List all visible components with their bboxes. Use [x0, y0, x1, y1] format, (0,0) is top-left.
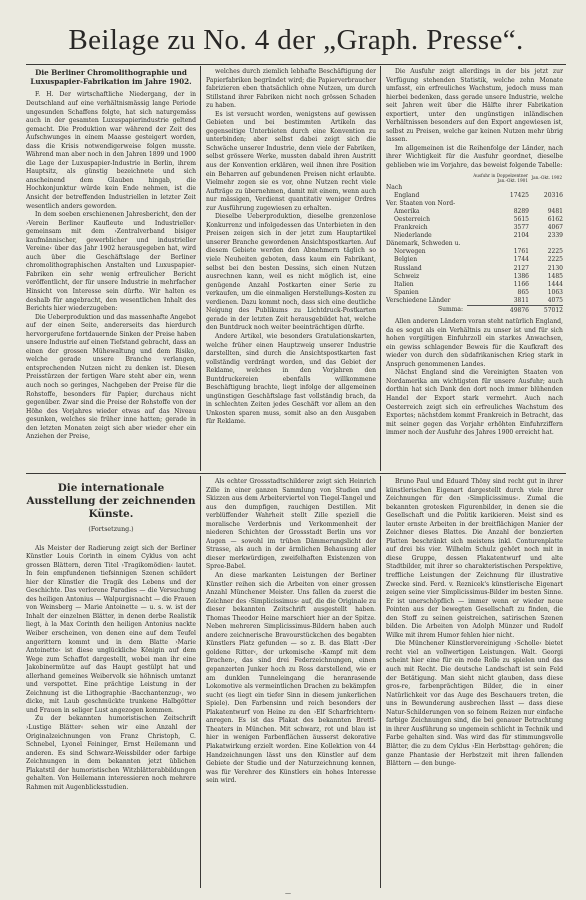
article1-heading: Die Berliner Chromolithographie und Luxuspapier-Fabrikation im Jahre 1902.: [30, 68, 192, 87]
table-cell-1902: 2225: [547, 248, 563, 256]
table-cell-country: Norwegen: [394, 248, 426, 256]
table-sum-label: Summa:: [438, 306, 463, 314]
table-cell-1902: 9481: [547, 207, 563, 215]
paragraph: An diese markanten Leistungen der Berliner Künstler reihen sich die Arbeiten von einer grossen Anzahl Münchener Meister. Uns fallen da zuerst die Zeichner des ›Simplicissimus‹ auf, die die Originale zu dieser bekannten Zeitschrift ausgestellt haben. Thomas Theodor Heine marschiert hier an der Spitze. Neben mehreren Simplicissimus-Bildern haben auch andere zeichnerische Bravourstückchen des begabten Künstlers Platz gefunden — so z. B. das Blatt ›Der goldene Ritter‹, der urkomische ›Kampf mit dem Drachen‹, das sind drei Federzeichnungen, einen gepanzerten Junker hoch zu Ross darstellend, wie er am dunklen Tunneleingang die heranrasende Lokomotive als vermeintlichen Drachen zu bekämpfen sucht (es liegt ein tiefer Sinn in diesem junkerlichen Spiele). Den Farbensinn und reich besonders der Plakatentwurf von Heine zu den ›Elf Scharfrichtern‹ anregen. Es ist das Plakat des bekannten Brettl-Theaters in München. Mit schwarz, rot und blau ist hier in wenigen Farbenflächen äusserst dekorative Plakatwirkung erzielt worden. Eine Kollektion von 44 Handzeichnungen lässt uns den Künstler auf dem Gebiete der Studie und der Naturzeichnung kennen, was für Verehrer des Künstlers ein hohes Interesse sein wird.: [206, 572, 376, 785]
table-row: [386, 192, 563, 200]
table-cell-1902: 1485: [547, 272, 563, 280]
table-cell-1901: [467, 200, 529, 208]
table-cell-1902: 1063: [547, 288, 563, 296]
table-cell-country: Spanien: [394, 288, 419, 296]
table-row: [386, 297, 563, 306]
table-cell-country: Belgien: [394, 256, 418, 264]
table-cell-1901: 8289: [513, 207, 529, 215]
table-row: [386, 216, 563, 224]
table-cell-country: Nach: [386, 183, 403, 191]
table-cell-country: Frankreich: [394, 224, 428, 232]
table-sum-1901: 49876: [467, 305, 529, 315]
table-cell-1901: 1386: [513, 272, 529, 280]
table-cell-country: Niederlande: [394, 232, 432, 240]
paragraph: Als echter Grossstadtschilderer zeigt sich Heinrich Zille in einer ganzen Sammlung von Studien und Skizzen aus dem Arbeiterviertel von Tiegel-Tangel und aus den dumpfigen, rauchigen Destillen. Mit verblüffender Wahrheit stellt Zille speziell die moralische Verderbnis und Verkommenheit der niederen Schichten der Grossstadt Berlin uns vor Augen — sowohl im trüben Dämmerungslicht der Strasse, als auch in der ärmlichen Behausung aller dieser merkwürdigen, zweifelhaften Existenzen von Spree-Babel.: [206, 478, 376, 571]
table-cell-country: Oesterreich: [394, 215, 430, 223]
article2-column1: [26, 482, 196, 887]
paragraph: Dieselbe Ueberproduktion, dieselbe grenzenlose Konkurrenz und infolgedessen das Unterbieten in den Preisen zeigen sich in der jetzt zum Hauptartikel unserer Branche gewordenen Ansichtspostkarten. Auf diesem Gebiete werden den Abnehmern täglich so viele Neuheiten geboten, dass kaum ein Fabrikant, selbst bei den besten Dessins, sich einen Nutzen ausrechnen kann, weil es nicht möglich ist, eine genügende Anzahl Postkarten einer Serie zu verkaufen, um die einmaligen Herstellungs-Kosten zu verdienen. Dazu kommt noch, dass sich eine deutliche Neigung des Publikums zu Lichtdruck-Postkarten gerade in der letzten Zeit herausgebildet hat, welche den Buntdruck noch weiter beeinträchtigen dürfte.: [206, 213, 376, 332]
paragraph: Im allgemeinen ist die Reihenfolge der Länder, nach ihrer Wichtigkeit für die Ausfuhr geordnet, dieselbe geblieben wie im Vorjahre, das beweist folgende Tabelle:: [386, 144, 563, 170]
table-cell-country: Verschiedene Länder: [386, 296, 451, 304]
table-row: [386, 200, 563, 208]
column-rule: [380, 66, 381, 471]
table-cell-1901: 3811: [513, 296, 529, 304]
table-cell-1901: [467, 240, 529, 248]
table-cell-country: England: [394, 191, 420, 199]
column-rule: [380, 476, 381, 888]
table-cell-1901: 2127: [513, 264, 529, 272]
table-row: [386, 184, 563, 192]
table-header-1902: Jan.-Okt. 1902: [531, 175, 562, 181]
masthead-rule: [26, 64, 566, 65]
table-cell-country: Amerika: [394, 207, 420, 215]
column-rule: [200, 66, 201, 471]
table-cell-1902: 2225: [547, 256, 563, 264]
table-cell-1901: 1166: [513, 280, 529, 288]
paragraph: Bruno Paul und Eduard Thöny sind recht gut in ihrer künstlerischen Eigenart dargestellt durch viele ihrer Zeichnungen für den ›Simplicissimus‹. Zumal die bekannten grotesken Figurenbilder, in denen sie die Gesellschaft und die Politik karikieren. Meist sind es lauter ernste Arbeiten in der breitflächigen Manier der Zeichner dieses Blattes. Die Anzahl der bonzierten Platten beschränkt sich meistens inkl. Conturenplatte auf drei bis vier. Wilhelm Schulz gehört noch mit in diese Gruppe, dessen Plakatentwurf und alte Stadtbilder, mit ihrer so charakteristischen Perspektive, treffliche Leistungen der Zeichnung für illustrative Zwecke sind. Ferd. v. Reznicek's künstlerische Eigenart zeigen seine vier Simplicissimus-Bilder im besten Sinne. Er ist unerschöpflich — immer wenn er wieder neue Pointen aus der bewegten Gesellschaft zu finden, die den Stoff zu seinen geistreichen, satirischen Szenen bilden. Die Arbeiten von Adolph Münzer und Rudolf Wilke mit ihrem Humor fehlen hier nicht.: [386, 478, 563, 639]
table-cell-country: Russland: [394, 264, 422, 272]
table-cell-1901: [467, 184, 529, 192]
paragraph: Zu der bekannten humoristischen Zeitschrift ›Lustige Blätter‹ sehen wir eine Anzahl der Originalzeichnungen von Franz Christoph, C. Schnebel, Lyonel Feininger, Ernst Heilemann und anderen. Es sind Schwarz-Weissbilder oder farbige Zeichnungen in dem bekannten jetzt üblichen Plakatstil der humoristischen Witzblätterabbildungen gehalten. Von Heilemann interessieren noch mehrere Rahmen mit Augenblicksstudien.: [26, 715, 196, 791]
article2-heading: Die internationale Ausstellung der zeichnenden Künste.: [26, 482, 196, 520]
table-row: [386, 273, 563, 281]
paragraph: Die Ausfuhr zeigt allerdings in der bis jetzt zur Verfügung stehenden Statistik, welche zehn Monate umfasst, ein erfreuliches Wachstum, jedoch muss man hierbei bedenken, dass gerade unsere Industrie, welche seit Jahren weit über die Hälfte ihrer Fabrikation exportiert, unter den ungünstigen inländischen Verhältnissen besonders auf den Export angewiesen ist, selbst zu Preisen, welche gar keinen Nutzen mehr übrig lassen.: [386, 68, 563, 144]
table-cell-1902: [529, 184, 563, 192]
paragraph: Die Münchener Künstlervereinigung ›Scholle‹ bietet recht viel an vollwertigen Leistungen. Walt. Georgi scheint hier eine für ein rode Rolle zu spielen und das auch mit Recht. Die deutsche Landschaft ist sein Feld der Betätigung. Man sieht nicht glauben, dass diese gros-re, farbenprächtigen Bilder, die in einer Natürlichkeit vor das Auge des Beschauers treten, die uns in Bewunderung ausbrechen lässt — dass diese Natur-Schilderungen von so feinem Reizen nur einfache farbige Zeichnungen sind, die bei genauer Betrachtung in ihrer Ausführung so ungemein schlicht in Technik und Farbe gehalten sind. Was wird das für stimmungsvolle Blätter, die zu dem Cyklus ›Ein Herbsttag‹ gehören; die ganze Phantasie der Herbstzeit mit ihren fallenden Blättern — den bunge-: [386, 640, 563, 768]
table-row: [386, 224, 563, 232]
table-sum-row: [386, 305, 563, 315]
table-sum-1902: 57012: [529, 305, 563, 315]
paragraph: In dem soeben erschienenen Jahresbericht, den der ›Verein Berliner Kaufleute und Industrieller‹ gemeinsam mit dem ›Zentralverband bisiger kaufmännischer, gewerblicher und industrieller Vereine‹ über das Jahr 1902 herausgegeben hat, wird auch über die Geschäftslage der Berliner chromolithographischen Anstalten und Luxuspapier-Fabriken ein sehr wenig erfreulicher Bericht veröffentlicht, der für unsere Industrie in mehrfacher Hinsicht von Interesse sein dürfte. Wir halten es deshalb für angebracht, den wesentlichen Inhalt des Berichts hier wiederzugeben:: [26, 211, 196, 313]
table-row: [386, 289, 563, 297]
table-cell-1901: 2104: [513, 232, 529, 240]
table-cell-1901: 5615: [513, 215, 529, 223]
article1-column1: [26, 68, 196, 468]
table-cell-1902: 2130: [547, 264, 563, 272]
table-cell-1902: 20316: [543, 191, 563, 199]
table-cell-1901: 1761: [513, 248, 529, 256]
table-row: [386, 232, 563, 240]
section-rule: [26, 473, 566, 474]
table-cell-1901: 17425: [509, 191, 529, 199]
table-cell-1902: [529, 200, 563, 208]
column-rule: [200, 476, 201, 888]
paragraph: Allen anderen Ländern voran steht natürlich England, da es sogut als ein Verhältnis zu unser ist und für sich hohen vorgiltigen Einfuhrzoll ein starkes Anwachsen, ein gewiss schlagender Beweis für die Kaufkraft des wieder von durch den südafrikanischen Krieg stark in Anspruch genommenen Landes.: [386, 318, 563, 368]
table-cell-country: Schweiz: [394, 272, 420, 280]
page-number: —: [285, 890, 291, 897]
table-header-1901: Ausfuhr in Doppelzentner Jan.-Okt. 1901: [473, 172, 528, 183]
table-cell-country: Italien: [394, 280, 414, 288]
article2-subheading: (Fortsetzung.): [88, 526, 134, 533]
masthead-title: Beilage zu No. 4 der „Graph. Presse“.: [68, 24, 524, 56]
table-row: [386, 265, 563, 273]
table-cell-1902: 6162: [547, 215, 563, 223]
table-cell-1901: 1744: [513, 256, 529, 264]
article2-column3: [386, 478, 563, 888]
table-cell-1902: 4067: [547, 224, 563, 232]
table-row: [386, 208, 563, 216]
article2-column2: [206, 478, 376, 888]
paragraph: Es ist versucht worden, wenigstens auf gewissen Gebieten und bei bestimmten Artikeln das gegenseitige Unterbieten durch eine Konvention zu unterbinden; aber selbst dabei zeigt sich die Schwäche unserer Industrie, denn viele der Fabriken, selbst grössere Werke, mussten dabald ihren Austritt aus der Konvention erklären, weil ihnen ihre Position ein Beharren auf gebundenen Preisen nicht erlaubte. Vielmehr zogen sie es vor, ohne Nutzen recht viele Aufträge zu übernehmen, damit mit einem, wenn auch nur mässigen, Verdienst quantitativ weniger Ordres zur Ausführung zugewiesen zu erhalten.: [206, 110, 376, 212]
paragraph: Andere Artikel, wie besonders Gratulationskarten, welche früher einen Hauptzweig unserer Industrie darstellten, sind durch die Ansichtspostkarten fast vollständig verdrängt worden, und das Gebiet der Reklame, welches in den Vorjahren den Buntdruckereien ebenfalls willkommene Beschäftigung brachte, liegt infolge der allgemeinen ungünstigen Geschäftslage fast vollständig brach, da in schlechten Zeiten jedes Geschäft vor allem an den Unkosten sparen muss, somit also an den Ausgaben für Reklame.: [206, 332, 376, 426]
paragraph: welches durch ziemlich lebhafte Beschäftigung der Papierfabriken begründet wird; die Papierverbraucher fabrizieren eben thatsächlich ohne Nutzen, um durch Stillstand ihrer Fabriken nicht noch grössen Schaden zu haben.: [206, 68, 376, 110]
table-cell-1902: 1444: [547, 280, 563, 288]
table-row: [386, 240, 563, 248]
table-cell-1902: 4075: [547, 296, 563, 304]
table-cell-1901: 3577: [513, 224, 529, 232]
article1-column3: [386, 68, 563, 468]
table-cell-1902: [529, 240, 563, 248]
table-row: [386, 248, 563, 256]
export-table: [386, 172, 563, 316]
table-cell-1902: 2339: [547, 232, 563, 240]
table-cell-country: Dänemark, Schweden u.: [386, 240, 461, 248]
table-cell-country: Ver. Staaten von Nord-: [386, 199, 456, 207]
table-header-row: [386, 172, 563, 184]
paragraph: Als Meister der Radierung zeigt sich der Berliner Künstler Louis Corinth in einem Cyklus von acht grossen Blättern, deren Titel ›Tragikomödien‹ lautet. In fein empfundenen tiefsinnigen Szenen schildert hier der Künstler die Tragik des Lebens und der Geschichte. Das verlorene Paradies — die Versuchung des heiligen Antonius — Walpurgisnacht — die Frauen von Weinsberg — Marie Antoinette — u. s. w. ist der Inhalt der einzelnen Blätter, in denen derbe Realistik liegt, à la Max Corinth den heiligen Antonius nackte Weiber erscheinen, von denen eine auf dem Teufel angerittern kommt und in dem Blatte ›Marie Antoinette‹ ist diese unglückliche Königin auf dem Wege zum Schaffot dargestellt, wobei man ihr eine Jakobinermütze auf das Haupt gestülpt hat und allerhand gemeines Weibervolk sie höhnisch umtanzt und verspottet. Eine prächtige Leistung in der Zeichnung ist die Lithographie ›Bacchantenzug‹, wo dicke, mit Laub geschmückte trunkene Halbgötter und Frauen in seliger Lust angezogen kommen.: [26, 544, 196, 714]
paragraph: Nächst England sind die Vereinigten Staaten von Nordamerika am wichtigsten für unsere Ausfuhr; auch dorthin hat sich Dank den dort noch immer blühenden Handel der Export stark vermehrt. Auch nach Oesterreich zeigt sich ein erfreuliches Wachstum des Exportes; nächstdem kommt Frankreich in Betracht, das mit seiner gegen das Vorjahr erhöhten Einfuhrziffern immer noch der Ausfuhr des Jahres 1900 erreicht hat.: [386, 369, 563, 437]
table-cell-1901: 865: [517, 288, 529, 296]
table-row: [386, 256, 563, 264]
paragraph: F. H. Der wirtschaftliche Niedergang, der in Deutschland auf eine verhältnismässig lange Periode ungesunden Schaffens folgte, hat sich naturgemäss auch in der gesamten Luxuspapierindustrie geltend gemacht. Die Produktion war während der Zeit des Aufschwunges in einem Maasse gesteigert worden, dass die Krisis notwendigerweise folgen musste. Während man aber noch in den Jahren 1899 und 1900 die Lage der Luxuspapier-Industrie in Berlin, ihrem Hauptsitz, als günstig bezeichnete und sich anscheinend dem Glauben hingab, die Hochkonjunktur würde kein Ende nehmen, ist die Ansicht der betreffenden Industriellen in letzter Zeit wesentlich anders geworden.: [26, 91, 196, 210]
table-row: [386, 281, 563, 289]
table-header-blank: [386, 172, 467, 184]
article1-column2: [206, 68, 376, 468]
paragraph: Die Ueberproduktion und das massenhafte Angebot auf der einen Seite, andererseits das hierdurch hervorgerufene fortdauernde Sinken der Preise haben unsere Industrie auf einen Tiefstand gebracht, dass an einen der grossen Mühewaltung und dem Risiko, welche gerade unsere Branche verlangen, entsprechenden Nutzen nicht zu denken ist. Diesen Preisstürzen der fertigen Ware steht aber ein, wenn auch noch so geringes, Nachgeben der Preise für die Rohstoffe, besonders für Papier, durchaus nicht gegenüber. Zwar sind die Preise der Rohstoffe von der Höhe des Vorjahres wieder etwas auf das Niveau gesunken, welches sie früher inne hatten; gerade in den letzten Monaten zeigt sich aber wieder eher ein Anziehen der Preise,: [26, 313, 196, 441]
